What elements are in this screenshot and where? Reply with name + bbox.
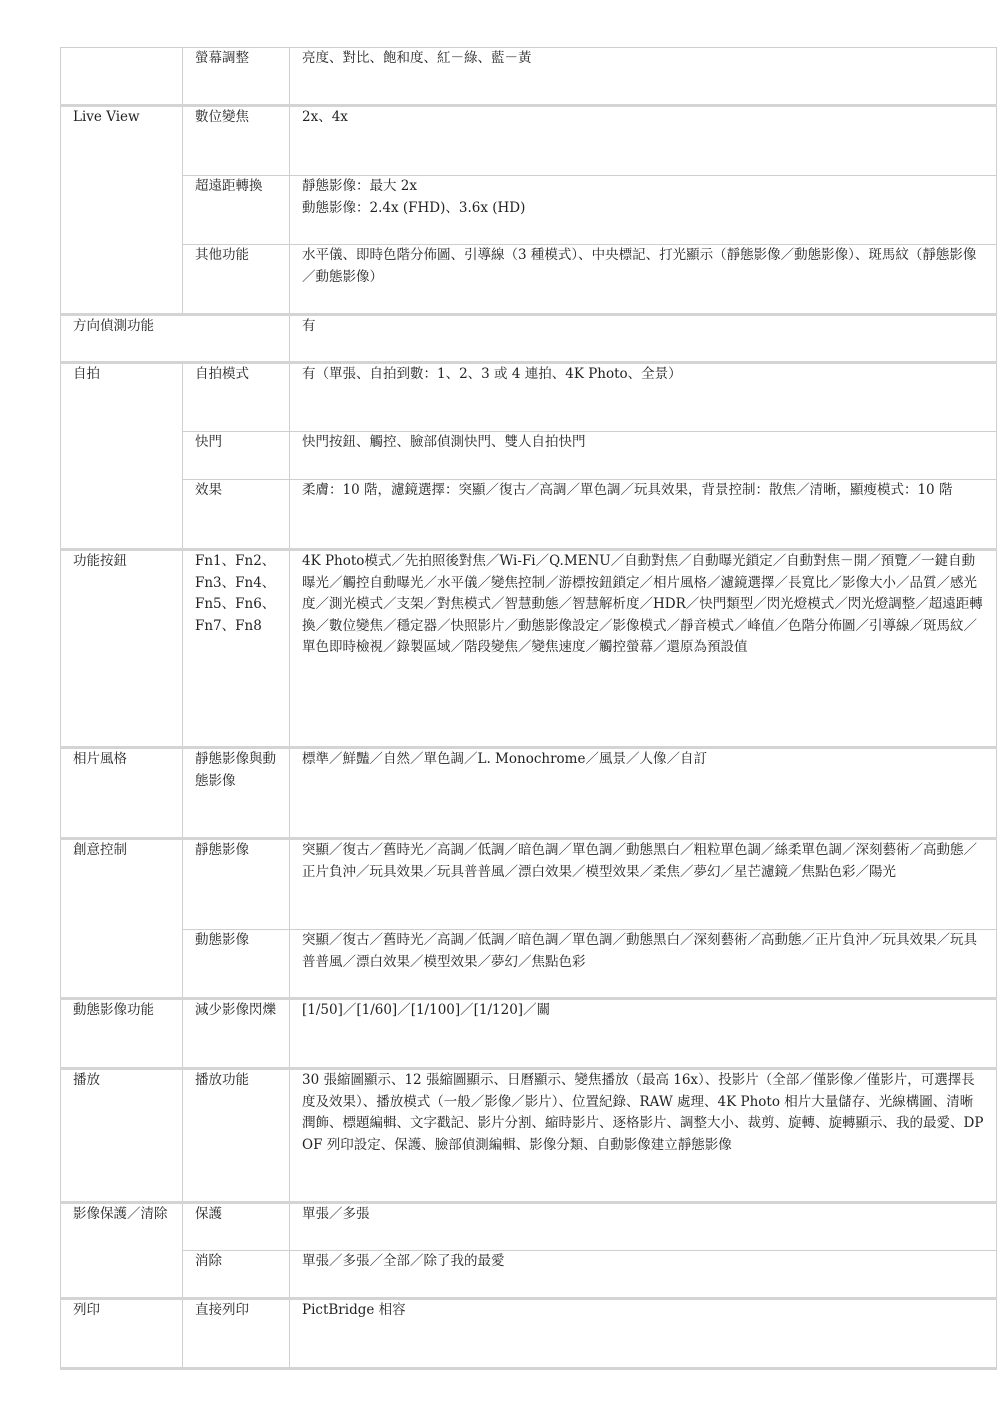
table-row <box>61 1251 997 1299</box>
item-cell <box>183 432 290 480</box>
value-text: 30 張縮圖顯示、12 張縮圖顯示、日曆顯示、變焦播放（最高 16x）、投影片（全部／僅影像／僅影片，可選擇長度及效果）、播放模式（一般／影像／影片）、位置紀錄、RAW 處理、4K Photo 相片大量儲存、光線構圖、清晰潤飾、標題編輯、文字戳記、影片分割、縮時影片、逐格影片、調整大小、裁剪、旋轉、旋轉顯示、我的最愛、DPOF 列印設定、保護、臉部偵測編輯、影像分類、自動影像建立靜態影像 <box>302 1072 984 1153</box>
item-cell <box>183 176 290 245</box>
table-row <box>61 999 997 1069</box>
value-cell <box>290 1299 997 1369</box>
group-label: 功能按鈕 <box>73 553 127 569</box>
group-label: 方向偵測功能 <box>73 318 154 334</box>
value-text: 有（單張、自拍到數：1、2、3 或 4 連拍、4K Photo、全景） <box>302 366 682 382</box>
item-cell <box>183 1251 290 1299</box>
group-label: Live View <box>73 109 140 125</box>
spec-table <box>60 47 997 1370</box>
value-text: 柔膚：10 階，濾鏡選擇：突顯／復古／高調／單色調／玩具效果，背景控制：散焦／清晰，顯瘦模式：10 階 <box>302 482 953 498</box>
group-label: 影像保護／清除 <box>73 1206 168 1222</box>
table-row <box>61 432 997 480</box>
table-row <box>61 480 997 550</box>
value-cell <box>290 245 997 315</box>
item-label: 自拍模式 <box>195 366 249 382</box>
group-cell <box>61 1299 183 1369</box>
group-label: 創意控制 <box>73 842 127 858</box>
value-cell <box>290 1203 997 1251</box>
value-text: 靜態影像：最大 2x 動態影像：2.4x (FHD)、3.6x (HD) <box>302 178 526 216</box>
group-cell <box>61 999 183 1069</box>
value-text: 2x、4x <box>302 109 348 125</box>
value-text: 突顯／復古／舊時光／高調／低調／暗色調／單色調／動態黑白／粗粒單色調／絲柔單色調／深刻藝術／高動態／正片負沖／玩具效果／玩具普普風／漂白效果／模型效果／柔焦／夢幻／星芒濾鏡／焦點色彩／陽光 <box>302 842 977 880</box>
item-label: 消除 <box>195 1253 222 1269</box>
item-label: 保護 <box>195 1206 222 1222</box>
value-cell <box>290 748 997 839</box>
group-cell <box>61 363 183 550</box>
group-cell <box>61 839 183 999</box>
table-row <box>61 176 997 245</box>
value-cell <box>290 550 997 748</box>
item-cell <box>183 748 290 839</box>
item-cell <box>183 999 290 1069</box>
item-label: 靜態影像與動態影像 <box>195 751 276 789</box>
value-cell <box>290 1069 997 1203</box>
group-label: 播放 <box>73 1072 100 1088</box>
value-text: 突顯／復古／舊時光／高調／低調／暗色調／單色調／動態黑白／深刻藝術／高動態／正片負沖／玩具效果／玩具普普風／漂白效果／模型效果／夢幻／焦點色彩 <box>302 932 977 970</box>
item-cell <box>183 106 290 176</box>
value-cell <box>290 1251 997 1299</box>
group-label: 自拍 <box>73 366 100 382</box>
item-label: 螢幕調整 <box>195 50 249 66</box>
table-row <box>61 1203 997 1251</box>
table-row <box>61 1069 997 1203</box>
item-label: 播放功能 <box>195 1072 249 1088</box>
value-text: 4K Photo模式／先拍照後對焦／Wi-Fi／Q.MENU／自動對焦／自動曝光鎖定／自動對焦－開／預覽／一鍵自動曝光／觸控自動曝光／水平儀／變焦控制／游標按鈕鎖定／相片風格／濾鏡選擇／長寬比／影像大小／品質／感光度／測光模式／支架／對焦模式／智慧動態／智慧解析度／HDR／快門類型／閃光燈模式／閃光燈調整／超遠距轉換／數位變焦／穩定器／快照影片／動態影像設定／影像模式／靜音模式／峰值／色階分佈圖／引導線／斑馬紋／單色即時檢視／錄製區域／階段變焦／變焦速度／觸控螢幕／還原為預設值 <box>302 553 983 655</box>
item-label: 數位變焦 <box>195 109 249 125</box>
value-cell <box>290 48 997 106</box>
value-cell <box>290 363 997 432</box>
item-label: 超遠距轉換 <box>195 178 263 194</box>
group-label: 相片風格 <box>73 751 127 767</box>
item-label: 動態影像 <box>195 932 249 948</box>
value-text: 單張／多張 <box>302 1206 370 1222</box>
group-cell <box>61 550 183 748</box>
group-cell <box>61 748 183 839</box>
item-label: 快門 <box>195 434 222 450</box>
table-row <box>61 245 997 315</box>
item-cell <box>183 363 290 432</box>
value-text: 有 <box>302 318 316 334</box>
value-text: 亮度、對比、飽和度、紅－綠、藍－黃 <box>302 50 532 66</box>
value-cell <box>290 999 997 1069</box>
value-text: PictBridge 相容 <box>302 1302 406 1318</box>
group-cell <box>61 1069 183 1203</box>
table-row <box>61 748 997 839</box>
table-row <box>61 363 997 432</box>
table-row <box>61 550 997 748</box>
group-cell <box>61 48 183 106</box>
item-label: 直接列印 <box>195 1302 249 1318</box>
value-cell <box>290 432 997 480</box>
item-cell <box>183 245 290 315</box>
item-cell <box>183 1203 290 1251</box>
item-cell <box>183 839 290 930</box>
table-row <box>61 1299 997 1369</box>
item-cell <box>183 1299 290 1369</box>
value-cell <box>290 480 997 550</box>
table-row <box>61 48 997 106</box>
group-cell <box>61 106 183 315</box>
group-cell <box>61 315 290 363</box>
value-cell <box>290 930 997 999</box>
item-cell <box>183 930 290 999</box>
item-label: 效果 <box>195 482 222 498</box>
value-text: 標準／鮮豔／自然／單色調／L. Monochrome／風景／人像／自訂 <box>302 751 707 767</box>
item-label: 減少影像閃爍 <box>195 1002 276 1018</box>
item-cell <box>183 550 290 748</box>
value-cell <box>290 106 997 176</box>
item-label: 其他功能 <box>195 247 249 263</box>
value-cell <box>290 839 997 930</box>
table-row <box>61 315 997 363</box>
item-label: Fn1、Fn2、Fn3、Fn4、Fn5、Fn6、Fn7、Fn8 <box>195 553 276 634</box>
table-row <box>61 106 997 176</box>
group-label: 動態影像功能 <box>73 1002 154 1018</box>
value-text: [1/50]／[1/60]／[1/100]／[1/120]／關 <box>302 1002 551 1018</box>
item-cell <box>183 1069 290 1203</box>
table-row <box>61 930 997 999</box>
value-text: 單張／多張／全部／除了我的最愛 <box>302 1253 505 1269</box>
item-cell <box>183 480 290 550</box>
value-text: 快門按鈕、觸控、臉部偵測快門、雙人自拍快門 <box>302 434 586 450</box>
value-cell <box>290 315 997 363</box>
value-text: 水平儀、即時色階分佈圖、引導線（3 種模式）、中央標記、打光顯示（靜態影像／動態影像）、斑馬紋（靜態影像／動態影像） <box>302 247 977 285</box>
table-row <box>61 839 997 930</box>
group-label: 列印 <box>73 1302 100 1318</box>
item-cell <box>183 48 290 106</box>
group-cell <box>61 1203 183 1299</box>
item-label: 靜態影像 <box>195 842 249 858</box>
value-cell <box>290 176 997 245</box>
